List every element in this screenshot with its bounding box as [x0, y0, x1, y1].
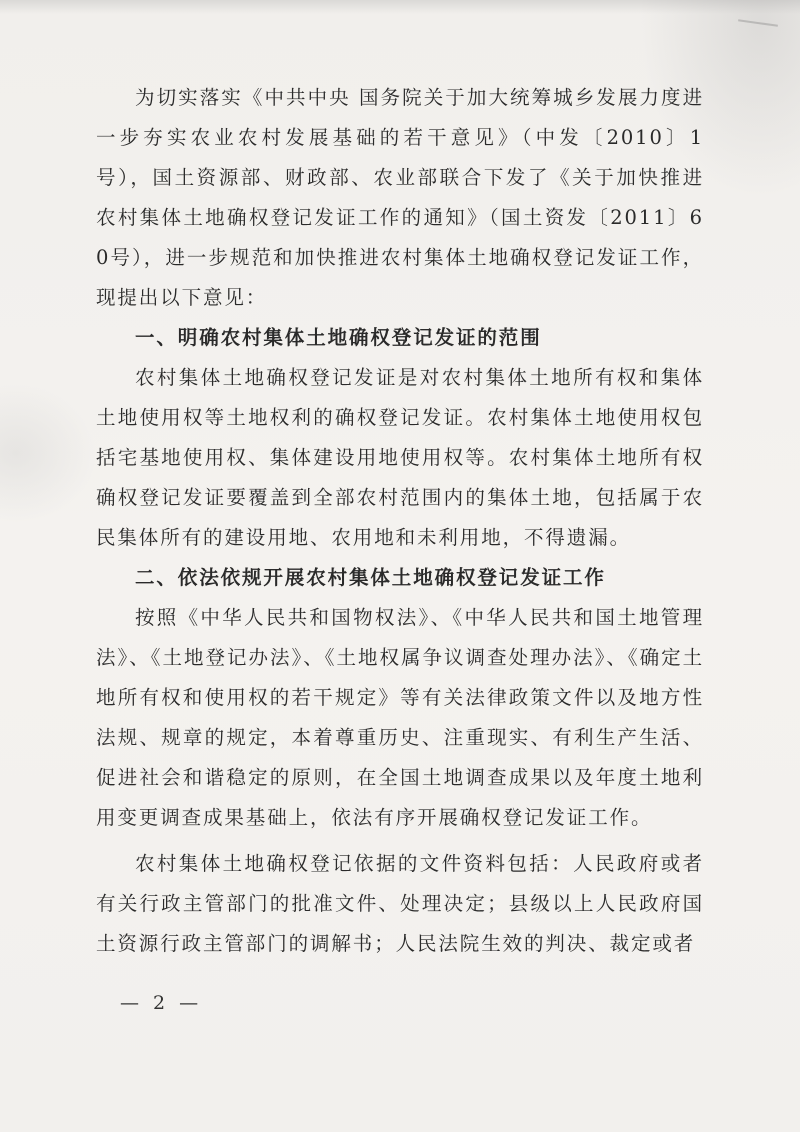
- scan-mark: [738, 19, 778, 27]
- intro-paragraph: 为切实落实《中共中央 国务院关于加大统筹城乡发展力度进一步夯实农业农村发展基础的若干意见》（中发〔2010〕1号），国土资源部、财政部、农业部联合下发了《关于加快推进农村集体土地确权登记发证工作的通知》（国土资发〔2011〕60号），进一步规范和加快推进农村集体土地确权登记发证工作，现提出以下意见：: [96, 86, 704, 309]
- scan-edge-shadow: [0, 0, 800, 14]
- section-1-paragraph: 农村集体土地确权登记发证是对农村集体土地所有权和集体土地使用权等土地权利的确权登记发证。农村集体土地使用权包括宅基地使用权、集体建设用地使用权等。农村集体土地所有权确权登记发证要覆盖到全部农村范围内的集体土地，包括属于农民集体所有的建设用地、农用地和未利用地，不得遗漏。: [96, 366, 704, 549]
- page-number: — 2 —: [120, 992, 203, 1014]
- section-heading-2: 二、依法依规开展农村集体土地确权登记发证工作: [135, 566, 606, 589]
- section-2-paragraph-1: 按照《中华人民共和国物权法》、《中华人民共和国土地管理法》、《土地登记办法》、《土地权属争议调查处理办法》、《确定土地所有权和使用权的若干规定》等有关法律政策文件以及地方性法规、规章的规定，本着尊重历史、注重现实、有利生产生活、促进社会和谐稳定的原则，在全国土地调查成果以及年度土地利用变更调查成果基础上，依法有序开展确权登记发证工作。: [96, 606, 704, 829]
- section-2-paragraph-2: 农村集体土地确权登记依据的文件资料包括：人民政府或者有关行政主管部门的批准文件、处理决定；县级以上人民政府国土资源行政主管部门的调解书；人民法院生效的判决、裁定或者: [96, 852, 704, 955]
- section-heading-1: 一、明确农村集体土地确权登记发证的范围: [135, 326, 542, 349]
- document-body: [96, 78, 704, 964]
